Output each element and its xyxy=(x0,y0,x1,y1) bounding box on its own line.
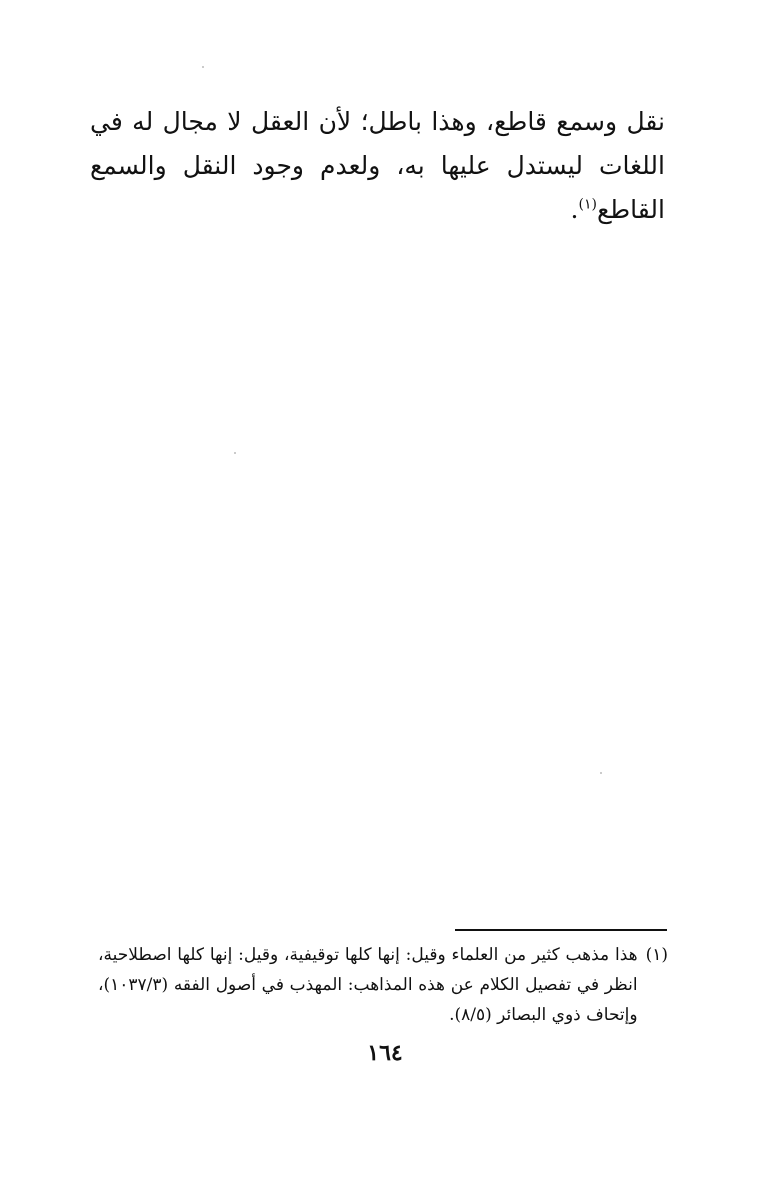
scan-speck xyxy=(234,452,236,454)
footnotes-section xyxy=(98,940,668,1030)
scan-speck xyxy=(202,66,204,68)
footnote-item xyxy=(98,940,668,1030)
main-paragraph xyxy=(90,100,665,232)
page-number: ١٦٤ xyxy=(367,1040,403,1066)
paragraph-end-mark: . xyxy=(570,195,579,224)
footnote-reference[interactable]: (١) xyxy=(578,196,597,213)
scan-speck xyxy=(600,772,602,774)
main-paragraph-text: نقل وسمع قاطع، وهذا باطل؛ لأن العقل لا مجال له في اللغات ليستدل عليها به، ولعدم وجود النقل والسمع القاطع xyxy=(90,107,665,224)
footnote-separator xyxy=(455,929,667,931)
main-text xyxy=(90,100,665,232)
footnote-number: (١) xyxy=(645,945,668,965)
footnote-text: هذا مذهب كثير من العلماء وقيل: إنها كلها توقيفية، وقيل: إنها كلها اصطلاحية، انظر في تفصيل الكلام عن هذه المذاهب: المهذب في أصول الفقه (١٠٣٧/٣)، وإتحاف ذوي البصائر (٨/٥). xyxy=(98,945,638,1025)
